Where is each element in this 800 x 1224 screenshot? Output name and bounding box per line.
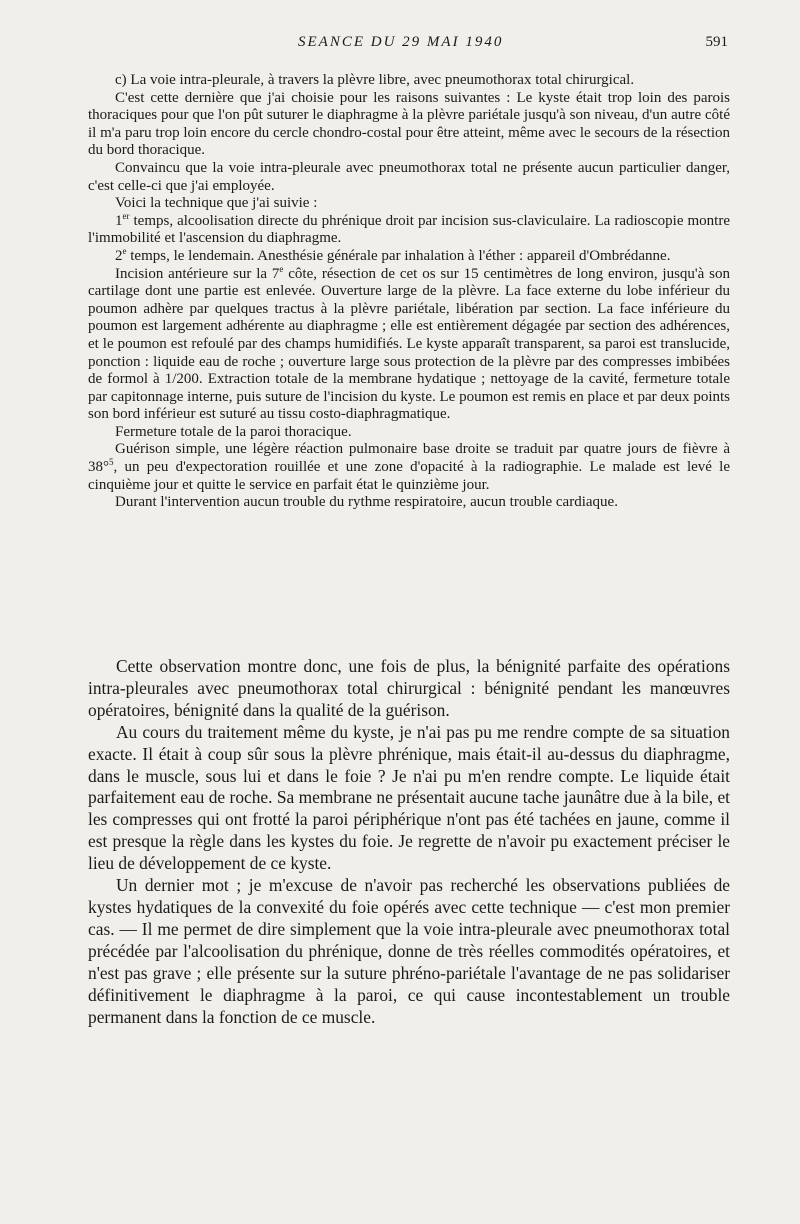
paragraph-intervention: Durant l'intervention aucun trouble du rythme respiratoire, aucun trouble cardiaque.: [115, 494, 618, 511]
paragraph-technique-intro: Voici la technique que j'ai suivie :: [115, 195, 318, 212]
paragraph-final-word: Un dernier mot ; je m'excuse de n'avoir pas recherché les observations publiées de kystes hydatiques de la convexité du foie opérés avec cette technique — c'est mon premier cas. — Il me permet de dire simplement que la voie intra-pleurale avec pneumothorax total précédée par l'alcoolisation du phrénique, donne de très réelles commodités opératoires, et n'est pas grave ; elle présente sur la suture phréno-pariétale l'avantage de ne pas solidariser définitivement le diaphragme à la paroi, ce qui cause incontestablement un trouble permanent dans la fonction de ce muscle.: [88, 875, 730, 1027]
paragraph-choice-reasons: C'est cette dernière que j'ai choisie pour les raisons suivantes : Le kyste était trop loin des parois thoraciques pour que l'on pût suturer le diaphragme à la plèvre pariétale jusqu'à son niveau, d'un autre côté il m'a paru trop loin encore du cercle chondro-costal pour être atteint, même avec le secours de la résection du bord thoracique.: [88, 89, 730, 159]
paragraph-conviction: Convaincu que la voie intra-pleurale avec pneumothorax total ne présente aucun particulier danger, c'est celle-ci que j'ai employée.: [88, 159, 730, 194]
step-text: temps, le lendemain. Anesthésie générale par inhalation à l'éther : appareil d'Ombrédanne.: [126, 247, 671, 264]
running-title: SEANCE DU 29 MAI 1940: [298, 34, 504, 50]
case-report-section: [88, 72, 730, 512]
ordinal-suffix: e: [279, 263, 284, 274]
paragraph-second-step: [88, 245, 730, 266]
incision-text-b: côte, résection de cet os sur 15 centimètres de long environ, jusqu'à son cartilage dont une partie est enlevée. Ouverture large de la plèvre. La face externe du lobe inférieur du poumon adhère par quelques tractus à la plèvre pariétale, libération par section. La face inférieure du poumon est largement adhérente au diaphragme ; elle est entièrement dégagée par section des adhérences, et le poumon est refoulé par des champs humidifiés. Le kyste apparaît transparent, sa paroi est translucide, ponction : liquide eau de roche ; ouverture large sous protection de la plèvre par des compresses imbibées de formol à 1/200. Extraction totale de la membrane hydatique ; nettoyage de la cavité, fermeture totale par capitonnage interne, puis suture de l'incision du kyste. Le poumon est remis en place et par deux points son bord inférieur est suturé au tissu costo-diaphragmatique.: [88, 265, 730, 423]
discussion-section: [88, 656, 730, 1028]
paragraph-cyst-location: Au cours du traitement même du kyste, je n'ai pas pu me rendre compte de sa situation exacte. Il était à coup sûr sous la plèvre phrénique, mais était-il au-dessus du diaphragme, dans le muscle, sous lui et dans le foie ? Je n'ai pu m'en rendre compte. Le liquide était parfaitement eau de roche. Sa membrane ne présentait aucune tache jaunâtre due à la bile, et les compresses qui ont frotté la paroi périphérique n'ont pas été tachées en jaune, comme il est presque la règle dans les kystes du foie. Je regrette de n'avoir pu exactement préciser le lieu de développement de ce kyste.: [88, 721, 730, 874]
recovery-text-a: Guérison simple, une légère réaction pulmonaire base droite se traduit par quatre jours de fièvre à 38°: [88, 441, 730, 476]
ordinal-suffix: e: [122, 245, 127, 256]
step-text: temps, alcoolisation directe du phrénique droit par incision sus-claviculaire. La radioscopie montre l'immobilité et l'ascension du diaphragme.: [88, 212, 730, 247]
ordinal-suffix: er: [122, 210, 130, 221]
paragraph-recovery: [88, 441, 730, 494]
step-number: 2: [115, 247, 123, 264]
step-number: 1: [115, 212, 123, 229]
paragraph-voie-intrapleurale: c) La voie intra-pleurale, à travers la plèvre libre, avec pneumothorax total chirurgical.: [115, 72, 635, 88]
paragraph-observation-conclusion: Cette observation montre donc, une fois de plus, la bénignité parfaite des opérations intra-pleurales avec pneumothorax total chirurgical : bénignité pendant les manœuvres opératoires, bénignité dans la qualité de la guérison.: [88, 656, 730, 720]
recovery-text-b: , un peu d'expectoration rouillée et une zone d'opacité à la radiographie. Le malade est levé le cinquième jour et quitte le service en parfait état le quinzième jour.: [88, 459, 730, 493]
paragraph-incision: [88, 263, 730, 424]
temperature-decimal: 5: [109, 457, 114, 468]
page-header: [0, 34, 800, 54]
page-number: 591: [705, 34, 728, 50]
paragraph-closure: Fermeture totale de la paroi thoracique.: [115, 423, 352, 440]
paragraph-first-step: [88, 210, 730, 248]
incision-text-a: Incision antérieure sur la 7: [115, 265, 280, 282]
